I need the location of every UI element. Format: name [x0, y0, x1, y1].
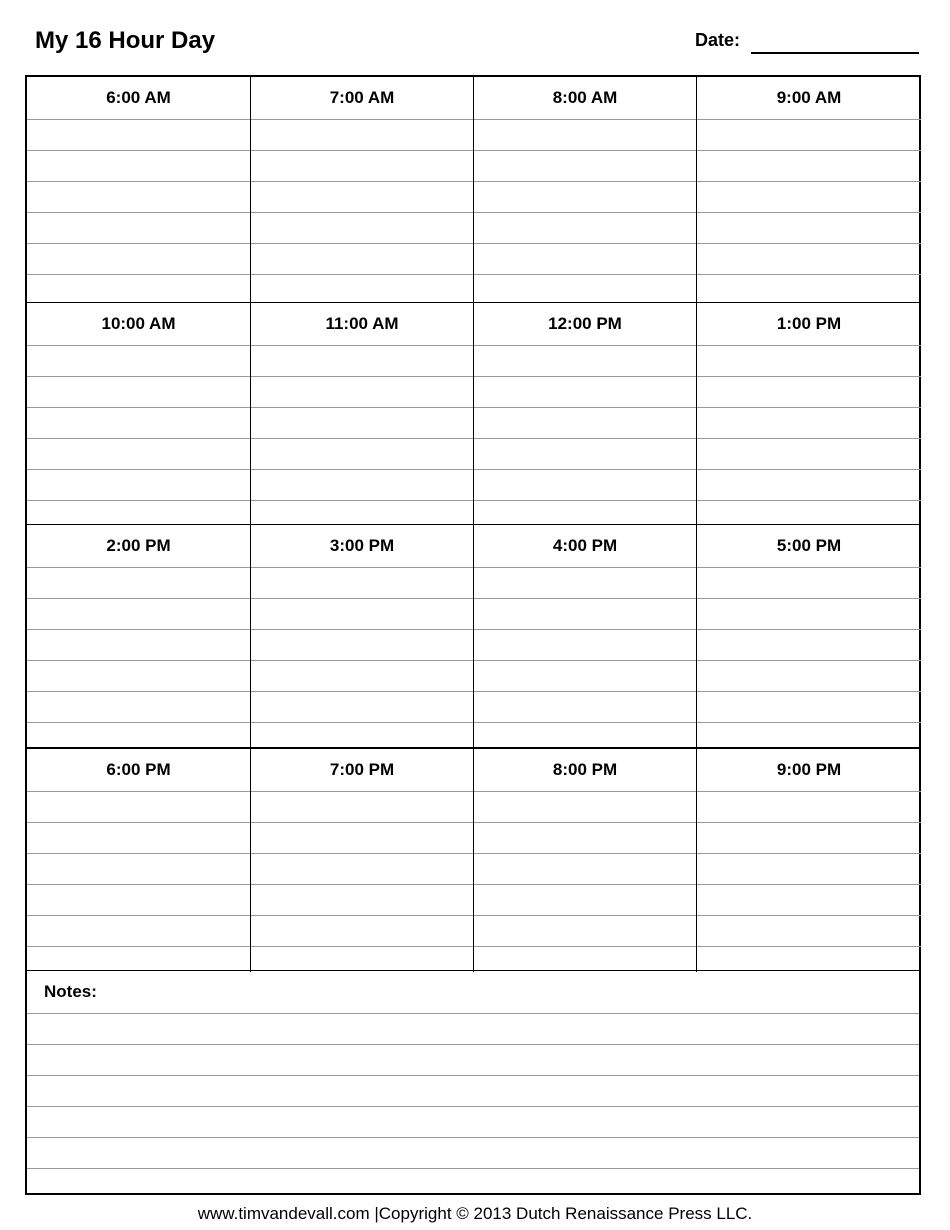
writing-line[interactable]	[474, 823, 696, 854]
writing-line[interactable]	[474, 244, 696, 275]
hour-label: 8:00 PM	[474, 749, 696, 792]
writing-line[interactable]	[697, 792, 921, 823]
hour-label: 9:00 PM	[697, 749, 921, 792]
writing-line[interactable]	[697, 599, 921, 630]
hour-cell	[250, 525, 473, 748]
hour-block-row	[27, 524, 919, 748]
hour-cell	[250, 303, 473, 525]
hour-cell	[696, 77, 921, 302]
writing-line[interactable]	[474, 120, 696, 151]
writing-line[interactable]	[474, 439, 696, 470]
writing-line[interactable]	[474, 661, 696, 692]
writing-line[interactable]	[251, 213, 473, 244]
hour-block-row	[27, 747, 919, 972]
writing-line[interactable]	[27, 630, 250, 661]
writing-line[interactable]	[251, 439, 473, 470]
writing-line[interactable]	[251, 275, 473, 305]
writing-line[interactable]	[474, 916, 696, 947]
writing-line[interactable]	[697, 439, 921, 470]
page-title: My 16 Hour Day	[35, 27, 216, 54]
writing-line[interactable]	[27, 599, 250, 630]
writing-line[interactable]	[27, 661, 250, 692]
writing-line[interactable]	[251, 661, 473, 692]
hour-cell	[473, 77, 696, 302]
notes-section	[27, 970, 919, 1193]
writing-line[interactable]	[251, 408, 473, 439]
writing-line[interactable]	[251, 568, 473, 599]
writing-line[interactable]	[27, 854, 250, 885]
hour-label: 2:00 PM	[27, 525, 250, 568]
writing-line[interactable]	[474, 408, 696, 439]
writing-line[interactable]	[27, 244, 250, 275]
writing-line[interactable]	[697, 470, 921, 501]
writing-line[interactable]	[474, 377, 696, 408]
writing-line[interactable]	[27, 151, 250, 182]
hour-label: 5:00 PM	[697, 525, 921, 568]
writing-line[interactable]	[474, 568, 696, 599]
writing-line[interactable]	[251, 599, 473, 630]
writing-line[interactable]	[27, 377, 250, 408]
writing-line[interactable]	[251, 792, 473, 823]
writing-line[interactable]	[251, 630, 473, 661]
writing-line[interactable]	[697, 275, 921, 305]
writing-line[interactable]	[474, 275, 696, 305]
hour-cell	[250, 77, 473, 302]
writing-line[interactable]	[251, 470, 473, 501]
writing-line[interactable]	[27, 916, 250, 947]
writing-line[interactable]	[27, 470, 250, 501]
writing-line[interactable]	[251, 151, 473, 182]
writing-line[interactable]	[251, 916, 473, 947]
writing-line[interactable]	[251, 823, 473, 854]
notes-line[interactable]	[27, 1076, 919, 1107]
hour-label: 6:00 PM	[27, 749, 250, 792]
hour-label: 6:00 AM	[27, 77, 250, 120]
writing-line[interactable]	[697, 377, 921, 408]
hour-cell	[473, 303, 696, 525]
writing-line[interactable]	[474, 182, 696, 213]
hour-label: 9:00 AM	[697, 77, 921, 120]
hour-cell	[27, 303, 250, 525]
writing-line[interactable]	[474, 599, 696, 630]
hour-label: 10:00 AM	[27, 303, 250, 346]
notes-line[interactable]	[27, 1014, 919, 1045]
writing-line[interactable]	[251, 120, 473, 151]
writing-line[interactable]	[27, 792, 250, 823]
hour-cell	[250, 749, 473, 972]
hour-label: 11:00 AM	[251, 303, 473, 346]
date-field-line[interactable]	[751, 52, 919, 54]
writing-line[interactable]	[251, 885, 473, 916]
writing-line[interactable]	[27, 885, 250, 916]
writing-line[interactable]	[697, 182, 921, 213]
writing-line[interactable]	[697, 885, 921, 916]
writing-line[interactable]	[697, 692, 921, 723]
hour-cell	[473, 525, 696, 748]
notes-label: Notes:	[27, 971, 919, 1014]
writing-line[interactable]	[27, 823, 250, 854]
hour-block-row	[27, 77, 919, 302]
writing-line[interactable]	[697, 120, 921, 151]
writing-line[interactable]	[251, 182, 473, 213]
hour-cell	[27, 749, 250, 972]
hour-cell	[696, 525, 921, 748]
writing-line[interactable]	[697, 916, 921, 947]
hour-label: 3:00 PM	[251, 525, 473, 568]
writing-line[interactable]	[27, 213, 250, 244]
planner-frame	[25, 75, 921, 1195]
copyright-footer: www.timvandevall.com |Copyright © 2013 Dutch Renaissance Press LLC.	[197, 1204, 753, 1223]
writing-line[interactable]	[474, 213, 696, 244]
writing-line[interactable]	[474, 692, 696, 723]
writing-line[interactable]	[697, 151, 921, 182]
date-label: Date:	[695, 30, 741, 50]
writing-line[interactable]	[697, 630, 921, 661]
hour-cell	[696, 303, 921, 525]
hour-label: 1:00 PM	[697, 303, 921, 346]
writing-line[interactable]	[474, 470, 696, 501]
hour-cell	[27, 77, 250, 302]
notes-line[interactable]	[27, 1169, 919, 1199]
hour-cell	[473, 749, 696, 972]
writing-line[interactable]	[251, 854, 473, 885]
notes-line[interactable]	[27, 1138, 919, 1169]
writing-line[interactable]	[474, 346, 696, 377]
writing-line[interactable]	[27, 692, 250, 723]
writing-line[interactable]	[27, 408, 250, 439]
hour-cell	[27, 525, 250, 748]
writing-line[interactable]	[27, 439, 250, 470]
writing-line[interactable]	[697, 213, 921, 244]
writing-line[interactable]	[251, 692, 473, 723]
hour-label: 8:00 AM	[474, 77, 696, 120]
writing-line[interactable]	[251, 377, 473, 408]
writing-line[interactable]	[474, 151, 696, 182]
writing-line[interactable]	[474, 854, 696, 885]
writing-line[interactable]	[27, 182, 250, 213]
writing-line[interactable]	[697, 823, 921, 854]
writing-line[interactable]	[697, 854, 921, 885]
writing-line[interactable]	[27, 275, 250, 305]
notes-line[interactable]	[27, 1107, 919, 1138]
hour-label: 7:00 AM	[251, 77, 473, 120]
writing-line[interactable]	[697, 661, 921, 692]
writing-line[interactable]	[697, 346, 921, 377]
writing-line[interactable]	[251, 244, 473, 275]
writing-line[interactable]	[474, 885, 696, 916]
writing-line[interactable]	[27, 568, 250, 599]
writing-line[interactable]	[697, 244, 921, 275]
writing-line[interactable]	[27, 346, 250, 377]
hour-block-row	[27, 302, 919, 525]
hour-label: 7:00 PM	[251, 749, 473, 792]
notes-line[interactable]	[27, 1045, 919, 1076]
hour-label: 4:00 PM	[474, 525, 696, 568]
writing-line[interactable]	[697, 568, 921, 599]
writing-line[interactable]	[474, 792, 696, 823]
writing-line[interactable]	[697, 408, 921, 439]
hour-cell	[696, 749, 921, 972]
hour-label: 12:00 PM	[474, 303, 696, 346]
writing-line[interactable]	[474, 630, 696, 661]
writing-line[interactable]	[251, 346, 473, 377]
writing-line[interactable]	[27, 120, 250, 151]
